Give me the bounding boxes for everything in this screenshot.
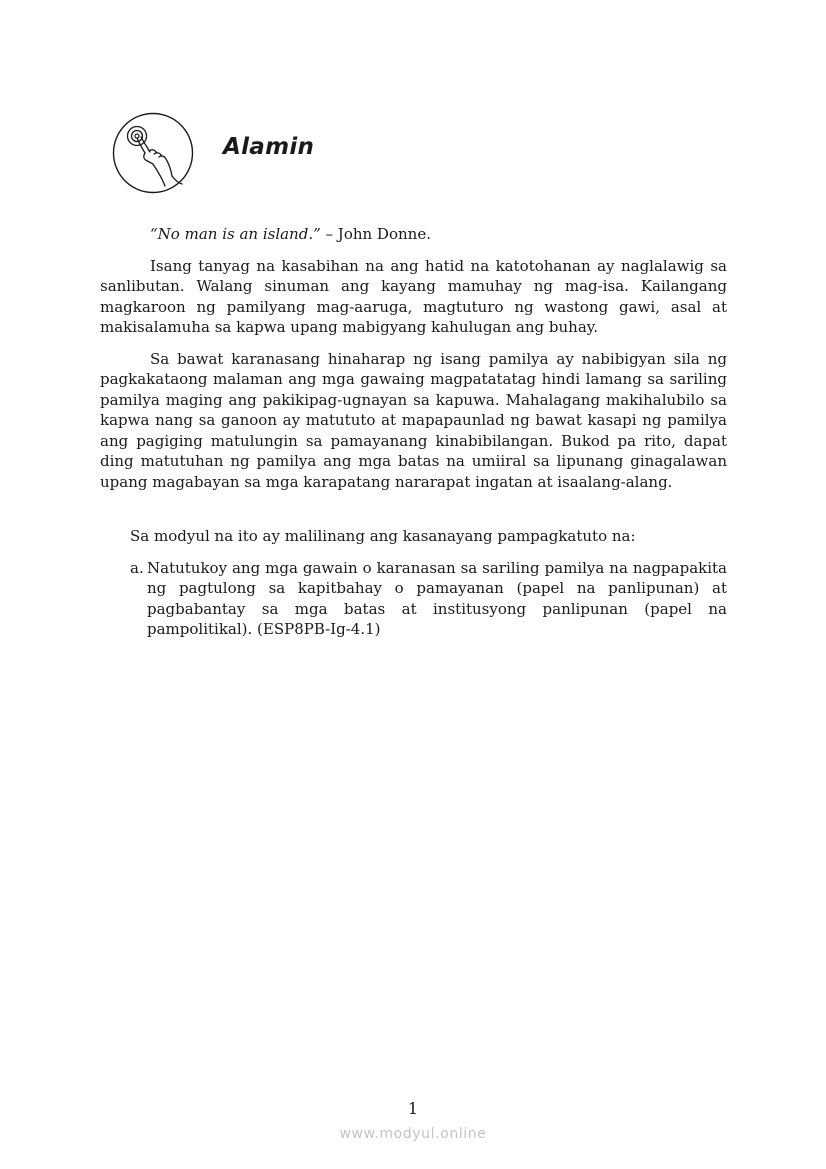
intro-paragraph: Isang tanyag na kasabihan na ang hatid na katotohanan ay naglalawig sa sanlibutan. Walang sinuman ang kayang mamuhay ng mag-isa. Kailangang magkaroon ng pamilyang mag-aaruga, magtuturo ng wastong gawi, asal at makisalamuha sa kapwa upang mabigyang kahulugan ang buhay. [100, 256, 727, 336]
quote-attribution: – John Donne. [320, 225, 431, 243]
page-number: 1 [407, 1099, 419, 1118]
item-text: Natutukoy ang mga gawain o karanasan sa sariling pamilya na nagpapakita ng pagtulong sa kapitbahay o pamayanan (papel na panlipunan) at pagbabantay sa mga batas at institusyong panlipunan (papel na pampolitikal). (ESP8PB-Ig-4.1) [147, 558, 727, 638]
item-marker: a. [130, 558, 144, 577]
competency-intro: Sa modyul na ito ay malilinang ang kasanayang pampagkatuto na: [130, 527, 636, 545]
opening-quote [100, 224, 727, 245]
competency-item [130, 558, 727, 640]
lesson-body [100, 224, 727, 640]
family-paragraph: Sa bawat karanasang hinaharap ng isang pamilya ay nabibigyan sila ng pagkakataong malaman ang mga gawaing magpatatatag hindi lamang sa sariling pamilya maging ang pakikipag-ugnayan sa kapuwa. Mahalagang makihalubilo sa kapwa nang sa ganoon ay matututo at mapapaunlad ng bawat kasapi ng pamilya ang pagiging matulungin sa pamayanang kinabibilangan. Bukod pa rito, dapat ding matutuhan ng pamilya ang mga batas na umiiral sa lipunang ginagalawan upang magabayan sa mga karapatang nararapat ingatan at isaalang-alang. [100, 349, 727, 491]
section-title: Alamin [223, 134, 315, 160]
pointing-hand-icon [112, 112, 194, 194]
quote-text: “No man is an island.” [150, 225, 321, 243]
competency-list [100, 558, 727, 640]
watermark: www.modyul.online [339, 1126, 487, 1142]
